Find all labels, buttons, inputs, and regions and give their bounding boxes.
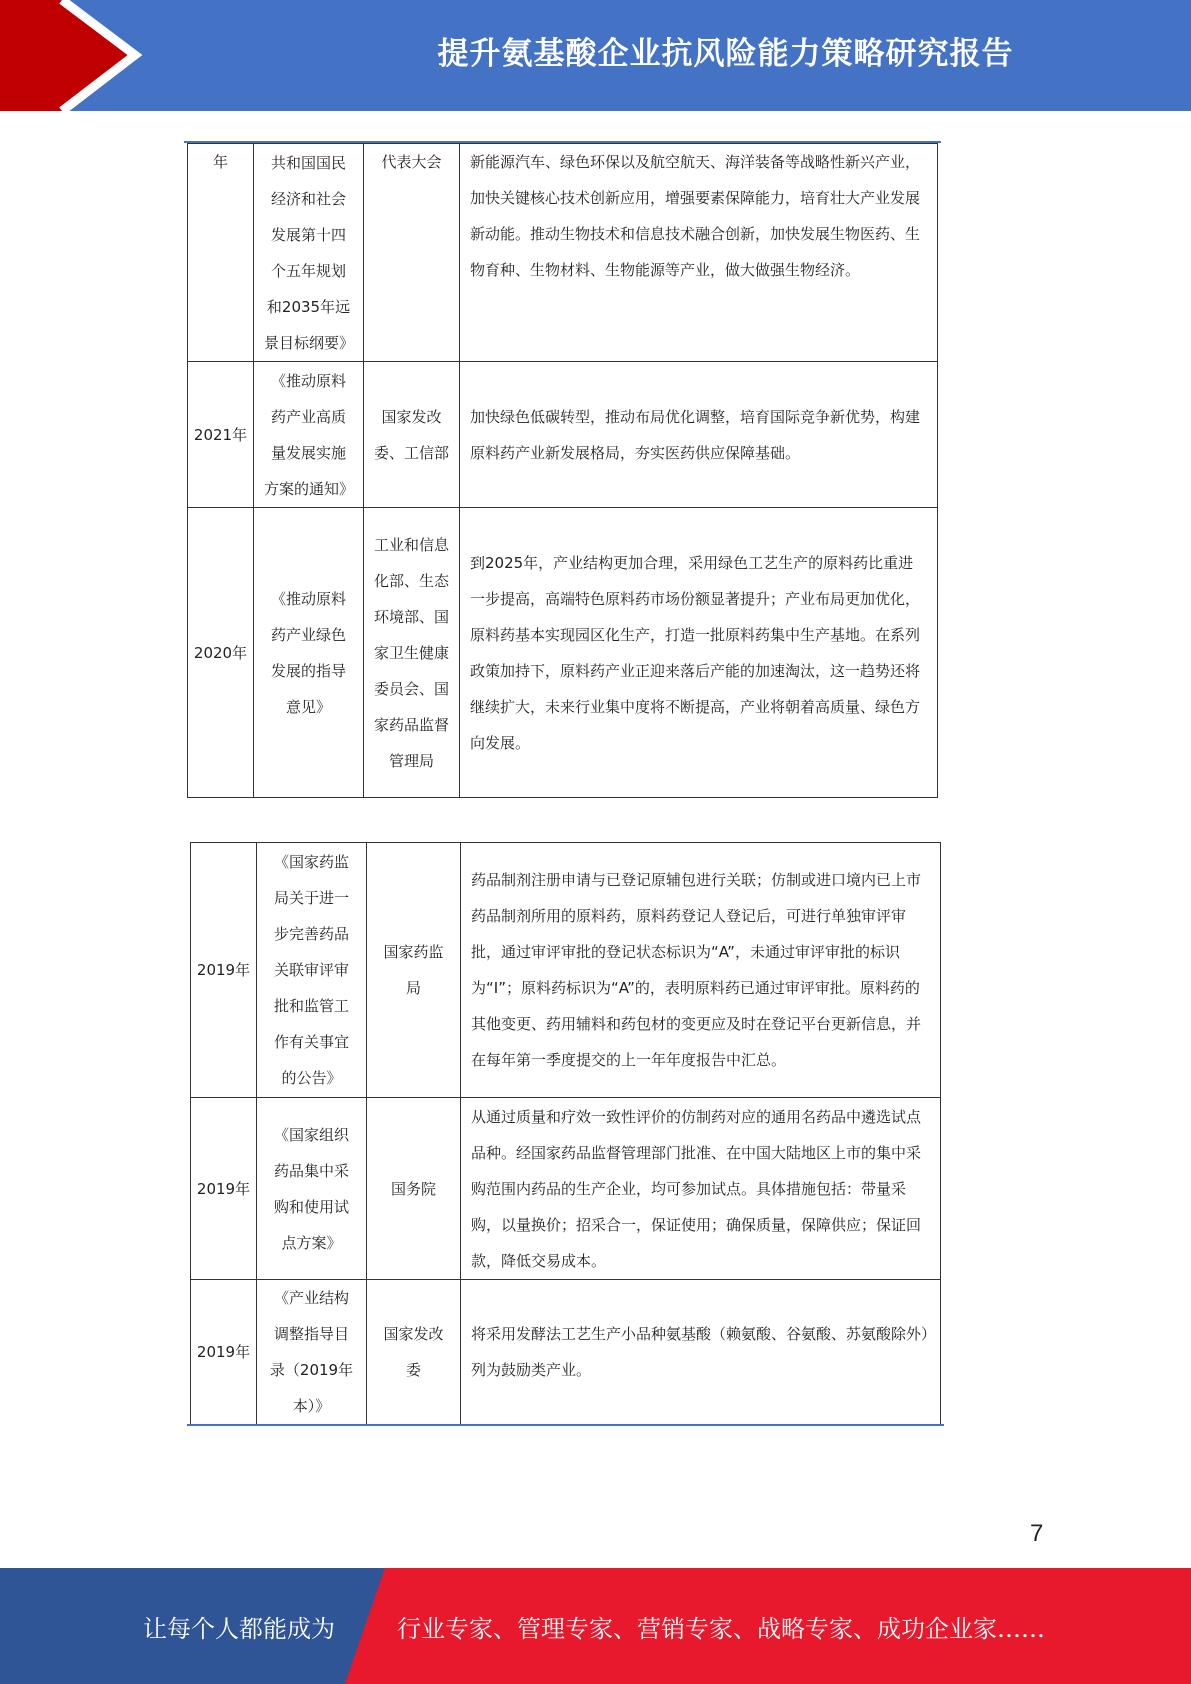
department-cell: 国家发改委 [383, 1325, 444, 1379]
table-row [191, 1098, 941, 1280]
year-cell: 2019年 [196, 1179, 251, 1198]
policy-name-cell: 《国家组织药品集中采购和使用试点方案》 [273, 1125, 349, 1252]
footer-slogan-left: 让每个人都能成为 [143, 1614, 335, 1643]
report-title: 提升氨基酸企业抗风险能力策略研究报告 [437, 35, 1014, 72]
policy-description-cell: 到2025年，产业结构更加合理，采用绿色工艺生产的原料药比重进一步提高，高端特色原料药市场份额显著提升；产业布局更加优化，原料药基本实现园区化生产，打造一批原料药集中生产基地。在系列政策加持下，原料药产业正迎来落后产能的加速淘汰，这一趋势还将继续扩大，未来行业集中度将不断提高，产业将朝着高质量、绿色方向发展。 [470, 553, 921, 752]
table-row [191, 1280, 941, 1425]
year-cell: 2021年 [193, 425, 248, 444]
table-row [191, 843, 941, 1098]
page-footer [0, 1568, 1191, 1684]
footer-slogan-right: 行业专家、管理专家、营销专家、战略专家、成功企业家…… [397, 1614, 1045, 1643]
policy-description-cell: 药品制剂注册申请与已登记原辅包进行关联；仿制或进口境内已上市药品制剂所用的原料药，原料药登记人登记后，可进行单独审评审批，通过审评审批的登记状态标识为“A”，未通过审评审批的标识为“I”；原料药标识为“A”的，表明原料药已通过审评审批。原料药的其他变更、药用辅料和药包材的变更应及时在登记平台更新信息，并在每年第一季度提交的上一年年度报告中汇总。 [471, 871, 922, 1069]
policy-name-cell: 《推动原料药产业高质量发展实施方案的通知》 [264, 371, 355, 498]
policy-description-cell: 从通过质量和疗效一致性评价的仿制药对应的通用名药品中遴选试点品种。经国家药品监督管理部门批准、在中国大陆地区上市的集中采购范围内药品的生产企业，均可参加试点。具体措施包括：带量采购，以量换价；招采合一，保证使用；确保质量，保障供应；保证回款，降低交易成本。 [471, 1107, 922, 1270]
department-cell: 国家发改委、工信部 [374, 407, 450, 462]
year-cell: 2019年 [196, 961, 251, 979]
policy-table-2 [190, 842, 941, 1425]
policy-table-1 [187, 143, 938, 798]
policy-name-cell: 《推动原料药产业绿色发展的指导意见》 [270, 589, 346, 716]
page-header [0, 0, 1191, 111]
table-row [188, 362, 938, 508]
department-cell: 国务院 [390, 1179, 436, 1198]
policy-name-cell: 《国家药监局关于进一步完善药品关联审评审批和监管工作有关事宜的公告》 [273, 853, 349, 1087]
page-number: 7 [1030, 1520, 1044, 1547]
department-cell: 代表大会 [381, 153, 442, 171]
year-cell: 年 [212, 153, 228, 171]
policy-description-cell: 加快绿色低碳转型，推动布局优化调整，培育国际竞争新优势，构建原料药产业新发展格局，夯实医药供应保障基础。 [470, 407, 921, 462]
policy-description-cell: 新能源汽车、绿色环保以及航空航天、海洋装备等战略性新兴产业，加快关键核心技术创新应用，增强要素保障能力，培育壮大产业发展新动能。推动生物技术和信息技术融合创新，加快发展生物医药、生物育种、生物材料、生物能源等产业，做大做强生物经济。 [470, 153, 921, 279]
department-cell: 工业和信息化部、生态环境部、国家卫生健康委员会、国家药品监督管理局 [374, 535, 450, 770]
table-row [188, 144, 938, 362]
table-row [188, 508, 938, 798]
department-cell: 国家药监局 [383, 943, 444, 997]
year-cell: 2020年 [193, 643, 248, 662]
table-bottom-rule [187, 1424, 944, 1426]
policy-name-cell: 共和国国民经济和社会发展第十四个五年规划和2035年远景目标纲要》 [264, 153, 355, 352]
year-cell: 2019年 [196, 1343, 251, 1361]
policy-name-cell: 《产业结构调整指导目录（2019年本）》 [269, 1289, 354, 1415]
policy-description-cell: 将采用发酵法工艺生产小品种氨基酸（赖氨酸、谷氨酸、苏氨酸除外）列为鼓励类产业。 [471, 1325, 929, 1379]
header-chevron-decoration [0, 0, 160, 111]
